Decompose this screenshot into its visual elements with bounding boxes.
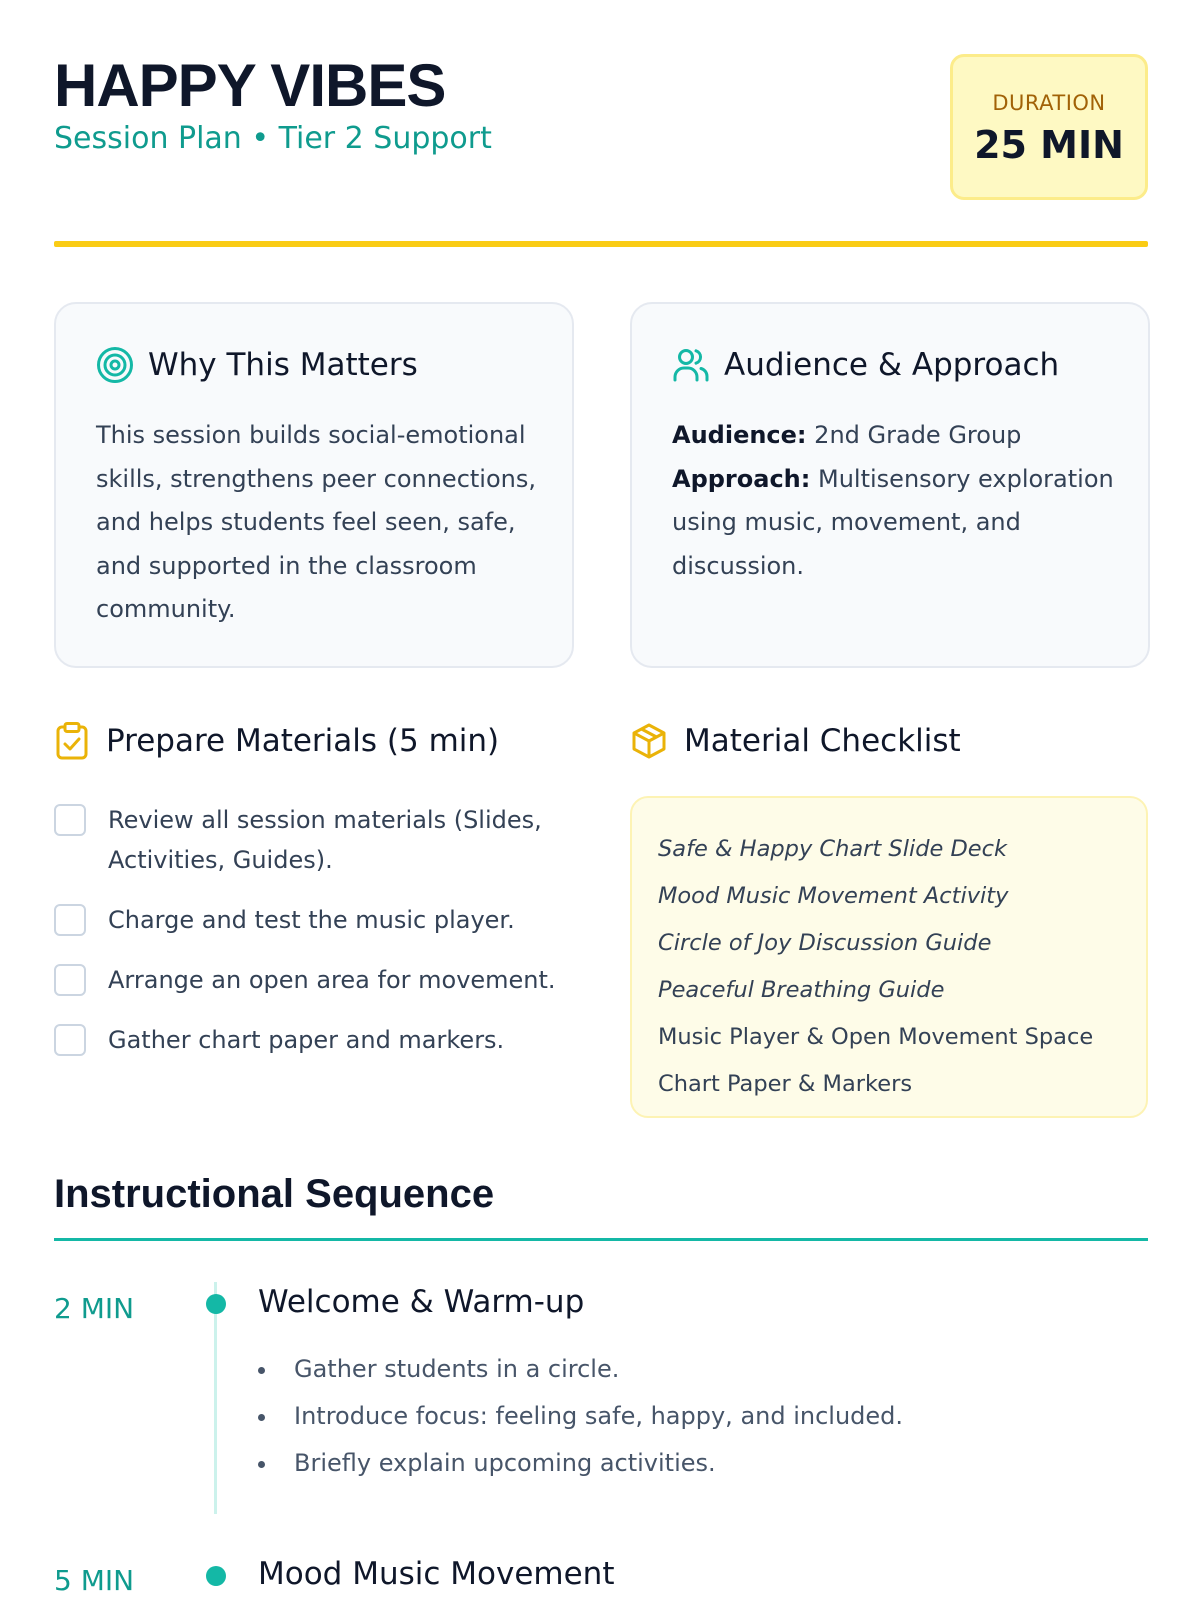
- package-icon: [630, 722, 668, 760]
- audience-line: [672, 414, 1122, 458]
- audience-approach-card: [630, 302, 1150, 668]
- duration-value: 25 MIN: [974, 123, 1124, 167]
- why-card-title: Why This Matters: [148, 347, 418, 383]
- why-card-header: [96, 346, 418, 384]
- step-bullet: Introduce focus: feeling safe, happy, and included.: [258, 1393, 903, 1440]
- audience-card-body: [672, 414, 1122, 588]
- checklist-item: Circle of Joy Discussion Guide: [658, 930, 992, 956]
- why-card-body: This session builds social-emotional skills, strengthens peer connections, and helps students feel seen, safe, and supported in the classroom community.: [96, 421, 536, 623]
- material-checklist-box: [630, 796, 1148, 1118]
- checklist-item: Peaceful Breathing Guide: [658, 977, 945, 1003]
- prepare-materials-title: Prepare Materials (5 min): [106, 723, 500, 759]
- audience-value: 2nd Grade Group: [814, 421, 1022, 449]
- todo-item: [54, 960, 574, 1000]
- header-divider: [54, 241, 1148, 247]
- checklist-item: Safe & Happy Chart Slide Deck: [658, 836, 1008, 862]
- todo-item: [54, 1020, 574, 1060]
- audience-card-title: Audience & Approach: [724, 347, 1060, 383]
- header: [54, 52, 1148, 212]
- todo-item: [54, 800, 574, 880]
- todo-text: Charge and test the music player.: [108, 906, 515, 934]
- duration-label: DURATION: [992, 91, 1106, 115]
- checklist-item: Music Player & Open Movement Space: [658, 1024, 1094, 1050]
- duration-badge: [950, 54, 1148, 200]
- todo-text: Review all session materials (Slides, Activities, Guides).: [108, 806, 542, 874]
- audience-card-header: [672, 346, 1059, 384]
- step-bullet: Briefly explain upcoming activities.: [258, 1440, 903, 1487]
- todo-checkbox[interactable]: [54, 1024, 86, 1056]
- clipboard-check-icon: [54, 722, 90, 760]
- sequence-divider: [54, 1238, 1148, 1241]
- approach-line: [672, 458, 1122, 589]
- step-title: Mood Music Movement: [258, 1556, 615, 1592]
- users-icon: [672, 346, 710, 384]
- why-this-matters-card: [54, 302, 574, 668]
- page-title: HAPPY VIBES: [54, 52, 446, 119]
- todo-text: Arrange an open area for movement.: [108, 966, 556, 994]
- approach-value: Multisensory exploration using music, movement, and discussion.: [672, 464, 1114, 580]
- prepare-checklist: [54, 800, 574, 1080]
- material-checklist-header: [630, 722, 961, 760]
- checklist-item: Chart Paper & Markers: [658, 1071, 913, 1097]
- todo-checkbox[interactable]: [54, 804, 86, 836]
- step-time: 5 MIN: [54, 1564, 135, 1597]
- page-subtitle: Session Plan • Tier 2 Support: [54, 121, 492, 156]
- approach-label: Approach:: [672, 464, 811, 493]
- timeline-dot: [206, 1294, 226, 1314]
- todo-text: Gather chart paper and markers.: [108, 1026, 505, 1054]
- prepare-materials-header: [54, 722, 499, 760]
- step-bullet: Gather students in a circle.: [258, 1346, 903, 1393]
- sequence-title: Instructional Sequence: [54, 1172, 495, 1216]
- timeline-dot: [206, 1566, 226, 1586]
- step-bullets: [258, 1346, 903, 1487]
- step-time: 2 MIN: [54, 1292, 135, 1325]
- todo-checkbox[interactable]: [54, 904, 86, 936]
- todo-checkbox[interactable]: [54, 964, 86, 996]
- timeline-line: [214, 1282, 217, 1514]
- audience-label: Audience:: [672, 421, 807, 449]
- step-title: Welcome & Warm-up: [258, 1284, 585, 1320]
- target-icon: [96, 346, 134, 384]
- checklist-item: Mood Music Movement Activity: [658, 883, 1009, 909]
- todo-item: [54, 900, 574, 940]
- material-checklist-title: Material Checklist: [684, 723, 961, 759]
